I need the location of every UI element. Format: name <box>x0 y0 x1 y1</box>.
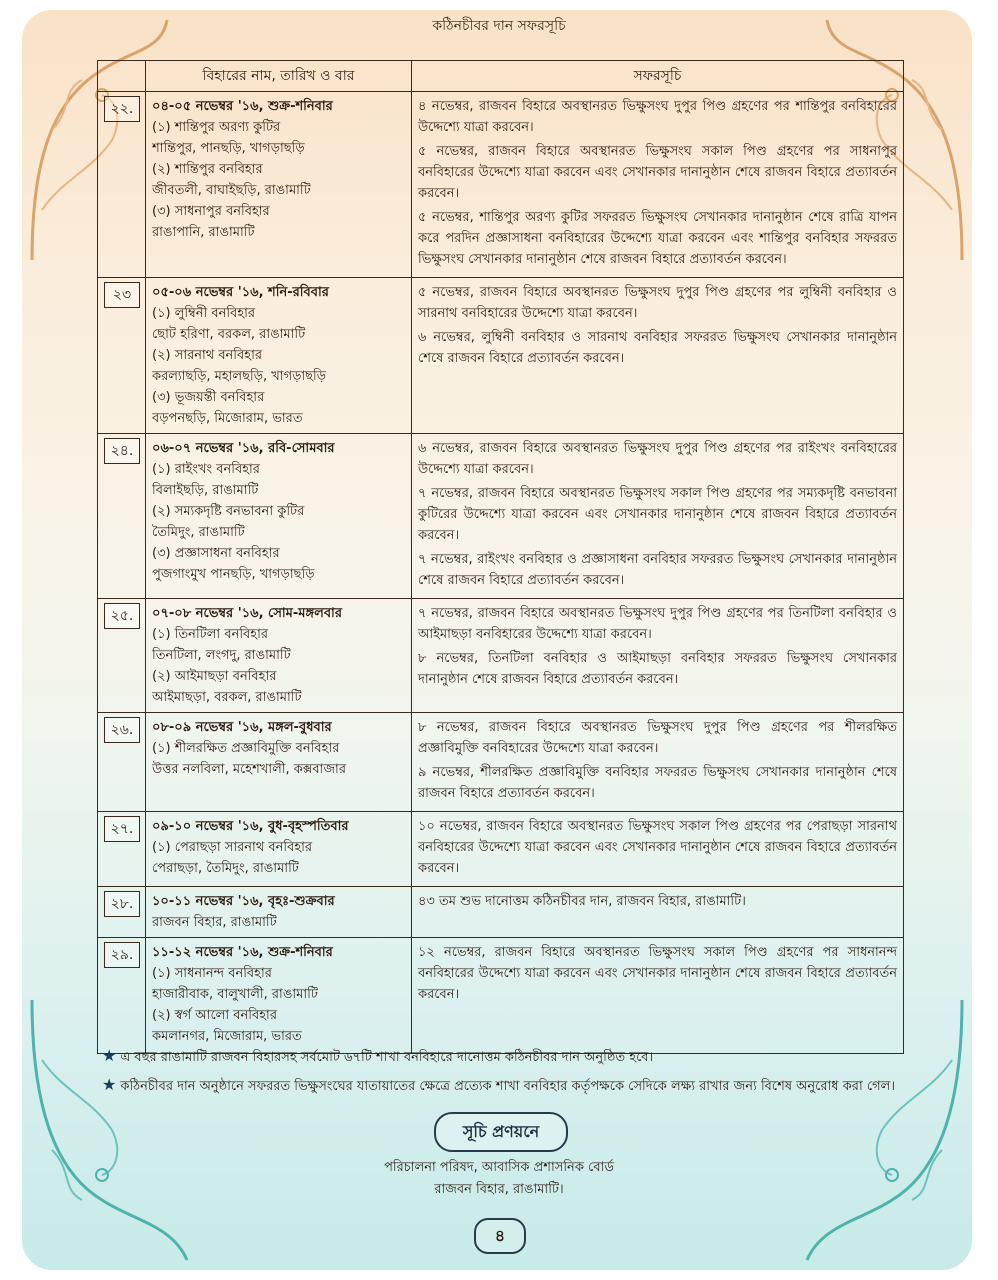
row-date: ০৭-০৮ নভেম্বর '১৬, সোম-মঙ্গলবার <box>152 606 342 621</box>
schedule-cell <box>412 278 904 434</box>
vihar-line: (৩) ভূজয়ন্তী বনবিহার <box>152 390 265 405</box>
header-vihar: বিহারের নাম, তারিখ ও বার <box>146 61 412 92</box>
vihar-cell <box>146 434 412 599</box>
row-number-cell <box>98 812 146 887</box>
note-2 <box>102 1074 902 1098</box>
vihar-cell <box>146 938 412 1054</box>
schedule-entry: ৬ নভেম্বর, লুম্বিনী বনবিহার ও সারনাথ বনবিহার সফররত ভিক্ষুসংঘ সেখানকার দানানুষ্ঠান শেষে রাজবন বিহারে প্রত্যাবর্তন করবেন। <box>418 330 897 366</box>
schedule-cell <box>412 812 904 887</box>
vihar-cell <box>146 599 412 713</box>
vihar-line: (৩) প্রজ্ঞাসাধনা বনবিহার <box>152 546 280 561</box>
vihar-line: (২) সারনাথ বনবিহার <box>152 348 263 363</box>
row-date: ১১-১২ নভেম্বর '১৬, শুক্র-শনিবার <box>152 945 333 960</box>
vihar-cell <box>146 887 412 938</box>
schedule-cell <box>412 92 904 278</box>
schedule-cell <box>412 938 904 1054</box>
vihar-line: বিলাইছড়ি, রাঙামাটি <box>152 483 259 498</box>
row-number-cell <box>98 938 146 1054</box>
schedule-entry: ৮ নভেম্বর, রাজবন বিহারে অবস্থানরত ভিক্ষুসংঘ দুপুর পিণ্ড গ্রহণের পর শীলরক্ষিত প্রজ্ঞাবিমুক্তি বনবিহারের উদ্দেশ্যে যাত্রা করবেন। <box>418 720 897 756</box>
header-schedule: সফরসূচি <box>412 61 904 92</box>
vihar-line: তৈমিদুং, রাঙামাটি <box>152 525 245 540</box>
row-date: ০৫-০৬ নভেম্বর '১৬, শনি-রবিবার <box>152 285 329 300</box>
row-number: ২৬. <box>104 717 140 743</box>
vihar-cell <box>146 278 412 434</box>
vihar-line: (১) শীলরক্ষিত প্রজ্ঞাবিমুক্তি বনবিহার <box>152 741 340 756</box>
schedule-entry: ৭ নভেম্বর, রাজবন বিহারে অবস্থানরত ভিক্ষুসংঘ সকাল পিণ্ড গ্রহণের পর সম্যকদৃষ্টি বনভাবনা কুটিরের উদ্দেশ্যে যাত্রা করবেন এবং সেখানকার দানানুষ্ঠান শেষে রাজবন বিহারে প্রত্যাবর্তন করবেন। <box>418 486 897 543</box>
note-text: এ বছর রাঙামাটি রাজবন বিহারসহ সর্বমোট ৬৭টি শাখা বনবিহারে দানোত্তম কঠিনচীবর দান অনুষ্ঠিত হবে। <box>120 1050 654 1065</box>
schedule-entry: ১০ নভেম্বর, রাজবন বিহারে অবস্থানরত ভিক্ষুসংঘ সকাল পিণ্ড গ্রহণের পর পেরাছড়া সারনাথ বনবিহারের উদ্দেশ্যে যাত্রা করবেন এবং সেখানকার দানানুষ্ঠান শেষে রাজবন বিহারে প্রত্যাবর্তন করবেন। <box>418 819 897 876</box>
schedule-cell <box>412 599 904 713</box>
vihar-line: (২) স্বর্গ আলো বনবিহার <box>152 1008 277 1023</box>
table-row <box>98 92 904 278</box>
row-number: ২২. <box>104 96 140 122</box>
header-num <box>98 61 146 92</box>
row-date: ০৯-১০ নভেম্বর '১৬, বুধ-বৃহস্পতিবার <box>152 819 349 834</box>
vihar-line: ছোট হরিণা, বরকল, রাঙামাটি <box>152 327 306 342</box>
vihar-line: (১) পেরাছড়া সারনাথ বনবিহার <box>152 840 313 855</box>
vihar-line: পুজগাংমুখ পানছড়ি, খাগড়াছড়ি <box>152 567 315 582</box>
vihar-line: (১) লুম্বিনী বনবিহার <box>152 306 256 321</box>
schedule-entry: ৫ নভেম্বর, রাজবন বিহারে অবস্থানরত ভিক্ষুসংঘ সকাল পিণ্ড গ্রহণের পর সাধনাপুর বনবিহারের উদ্দেশ্যে যাত্রা করবেন এবং সেখানকার দানানুষ্ঠান শেষে রাজবন বিহারে প্রত্যাবর্তন করবেন। <box>418 144 897 201</box>
row-number-cell <box>98 887 146 938</box>
vihar-line: পেরাছড়া, তৈমিদুং, রাঙামাটি <box>152 861 299 876</box>
table-row <box>98 713 904 812</box>
page-number: ৪ <box>474 1218 526 1254</box>
schedule-entry: ৭ নভেম্বর, রাইংখং বনবিহার ও প্রজ্ঞাসাধনা বনবিহার সফররত ভিক্ষুসংঘ সেখানকার দানানুষ্ঠান শেষে রাজবন বিহারে প্রত্যাবর্তন করবেন। <box>418 552 897 588</box>
table-row <box>98 278 904 434</box>
vihar-line: করল্যাছড়ি, মহালছড়ি, খাগড়াছড়ি <box>152 369 327 384</box>
vihar-line: রাঙাপানি, রাঙামাটি <box>152 225 255 240</box>
vihar-line: (১) শান্তিপুর অরণ্য কুটির <box>152 120 281 135</box>
row-number: ২৭. <box>104 816 140 842</box>
row-number-cell <box>98 278 146 434</box>
vihar-line: রাজবন বিহার, রাঙামাটি <box>152 915 277 930</box>
table-row <box>98 938 904 1054</box>
schedule-entry: ৫ নভেম্বর, রাজবন বিহারে অবস্থানরত ভিক্ষুসংঘ দুপুর পিণ্ড গ্রহণের পর লুম্বিনী বনবিহার ও সারনাথ বনবিহারের উদ্দেশ্যে যাত্রা করবেন। <box>418 285 897 321</box>
page-title: কঠিনচীবর দান সফরসূচি <box>432 18 566 34</box>
row-number: ২৮. <box>104 891 140 917</box>
vihar-line: (২) শান্তিপুর বনবিহার <box>152 162 263 177</box>
schedule-entry: ৬ নভেম্বর, রাজবন বিহারে অবস্থানরত ভিক্ষুসংঘ দুপুর পিণ্ড গ্রহণের পর রাইংখং বনবিহারের উদ্দেশ্যে যাত্রা করবেন। <box>418 441 897 477</box>
row-date: ১০-১১ নভেম্বর '১৬, বৃহঃ-শুক্রবার <box>152 894 335 909</box>
table-row <box>98 812 904 887</box>
schedule-entry: ৯ নভেম্বর, শীলরক্ষিত প্রজ্ঞাবিমুক্তি বনবিহার সফররত ভিক্ষুসংঘ সেখানকার দানানুষ্ঠান শেষে রাজবন বিহারে প্রত্যাবর্তন করবেন। <box>418 765 897 801</box>
schedule-cell <box>412 887 904 938</box>
row-number-cell <box>98 713 146 812</box>
table-row <box>98 887 904 938</box>
vihar-line: কমলানগর, মিজোরাম, ভারত <box>152 1029 302 1044</box>
row-number-cell <box>98 599 146 713</box>
row-number: ২৫. <box>104 603 140 629</box>
row-number-cell <box>98 434 146 599</box>
schedule-entry: ৪ নভেম্বর, রাজবন বিহারে অবস্থানরত ভিক্ষুসংঘ দুপুর পিণ্ড গ্রহণের পর শান্তিপুর বনবিহারের উদ্দেশ্যে যাত্রা করবেন। <box>418 99 897 135</box>
vihar-cell <box>146 92 412 278</box>
vihar-cell <box>146 812 412 887</box>
schedule-cell <box>412 434 904 599</box>
vihar-line: (২) সম্যকদৃষ্টি বনভাবনা কুটির <box>152 504 305 519</box>
footer-line-1: পরিচালনা পরিষদ, আবাসিক প্রশাসনিক বোর্ড <box>384 1160 614 1175</box>
row-date: ০৬-০৭ নভেম্বর '১৬, রবি-সোমবার <box>152 441 335 456</box>
schedule-table <box>97 60 904 1054</box>
vihar-line: উত্তর নলবিলা, মহেশখালী, কক্সবাজার <box>152 762 346 777</box>
row-date: ০৮-০৯ নভেম্বর '১৬, মঙ্গল-বুধবার <box>152 720 332 735</box>
vihar-line: (২) আইমাছড়া বনবিহার <box>152 669 277 684</box>
table-row <box>98 434 904 599</box>
vihar-line: (৩) সাধনাপুর বনবিহার <box>152 204 270 219</box>
vihar-line: (১) রাইংখং বনবিহার <box>152 462 260 477</box>
schedule-entry: ৫ নভেম্বর, শান্তিপুর অরণ্য কুটির সফররত ভিক্ষুসংঘ সেখানকার দানানুষ্ঠান শেষে রাত্রি যাপন করে পরদিন প্রজ্ঞাসাধনা বনবিহারের উদ্দেশ্যে যাত্রা করবেন এবং শান্তিপুর বনবিহার সফররত ভিক্ষুসংঘ সেখানকার দানানুষ্ঠান শেষে রাজবন বিহারে প্রত্যাবর্তন করবেন। <box>418 210 897 267</box>
schedule-body <box>98 92 904 1054</box>
vihar-line: আইমাছড়া, বরকল, রাঙামাটি <box>152 690 302 705</box>
star-icon: ★ <box>102 1075 117 1094</box>
row-number: ২৪. <box>104 438 140 464</box>
vihar-line: হাজারীবাক, বালুখালী, রাঙামাটি <box>152 987 318 1002</box>
row-date: ০৪-০৫ নভেম্বর '১৬, শুক্র-শনিবার <box>152 99 333 114</box>
row-number: ২৩ <box>104 282 140 308</box>
schedule-entry: ৮ নভেম্বর, তিনটিলা বনবিহার ও আইমাছড়া বনবিহার সফররত ভিক্ষুসংঘ সেখানকার দানানুষ্ঠান শেষে রাজবন বিহারে প্রত্যাবর্তন করবেন। <box>418 651 897 687</box>
vihar-line: জীবতলী, বাঘাইছড়ি, রাঙামাটি <box>152 183 311 198</box>
schedule-entry: ১২ নভেম্বর, রাজবন বিহারে অবস্থানরত ভিক্ষুসংঘ সকাল পিণ্ড গ্রহণের পর সাধনানন্দ বনবিহারের উদ্দেশ্যে যাত্রা করবেন এবং সেখানকার দানানুষ্ঠান শেষে রাজবন বিহারে প্রত্যাবর্তন করবেন। <box>418 945 897 1002</box>
footer-line-2: রাজবন বিহার, রাঙামাটি। <box>434 1182 564 1197</box>
schedule-cell <box>412 713 904 812</box>
schedule-entry: ৪৩ তম শুভ দানোত্তম কঠিনচীবর দান, রাজবন বিহার, রাঙামাটি। <box>418 894 746 909</box>
compiled-by-badge: সূচি প্রণয়নে <box>434 1112 568 1152</box>
vihar-line: (১) তিনটিলা বনবিহার <box>152 627 269 642</box>
star-icon: ★ <box>102 1046 117 1065</box>
vihar-line: (১) সাধনানন্দ বনবিহার <box>152 966 272 981</box>
vihar-line: শান্তিপুর, পানছড়ি, খাগড়াছড়ি <box>152 141 305 156</box>
row-number: ২৯. <box>104 942 140 968</box>
vihar-line: তিনটিলা, লংগদু, রাঙামাটি <box>152 648 291 663</box>
table-row <box>98 599 904 713</box>
note-1 <box>102 1045 902 1069</box>
row-number-cell <box>98 92 146 278</box>
note-text: কঠিনচীবর দান অনুষ্ঠানে সফররত ভিক্ষুসংঘের যাতায়াতের ক্ষেত্রে প্রত্যেক শাখা বনবিহার কর্তৃপক্ষকে সেদিকে লক্ষ্য রাখার জন্য বিশেষ অনুরোধ করা গেল। <box>120 1079 895 1094</box>
vihar-line: বড়পনছড়ি, মিজোরাম, ভারত <box>152 411 303 426</box>
vihar-cell <box>146 713 412 812</box>
table-header-row <box>98 61 904 92</box>
schedule-entry: ৭ নভেম্বর, রাজবন বিহারে অবস্থানরত ভিক্ষুসংঘ দুপুর পিণ্ড গ্রহণের পর তিনটিলা বনবিহার ও আইমাছড়া বনবিহারের উদ্দেশ্যে যাত্রা করবেন। <box>418 606 897 642</box>
